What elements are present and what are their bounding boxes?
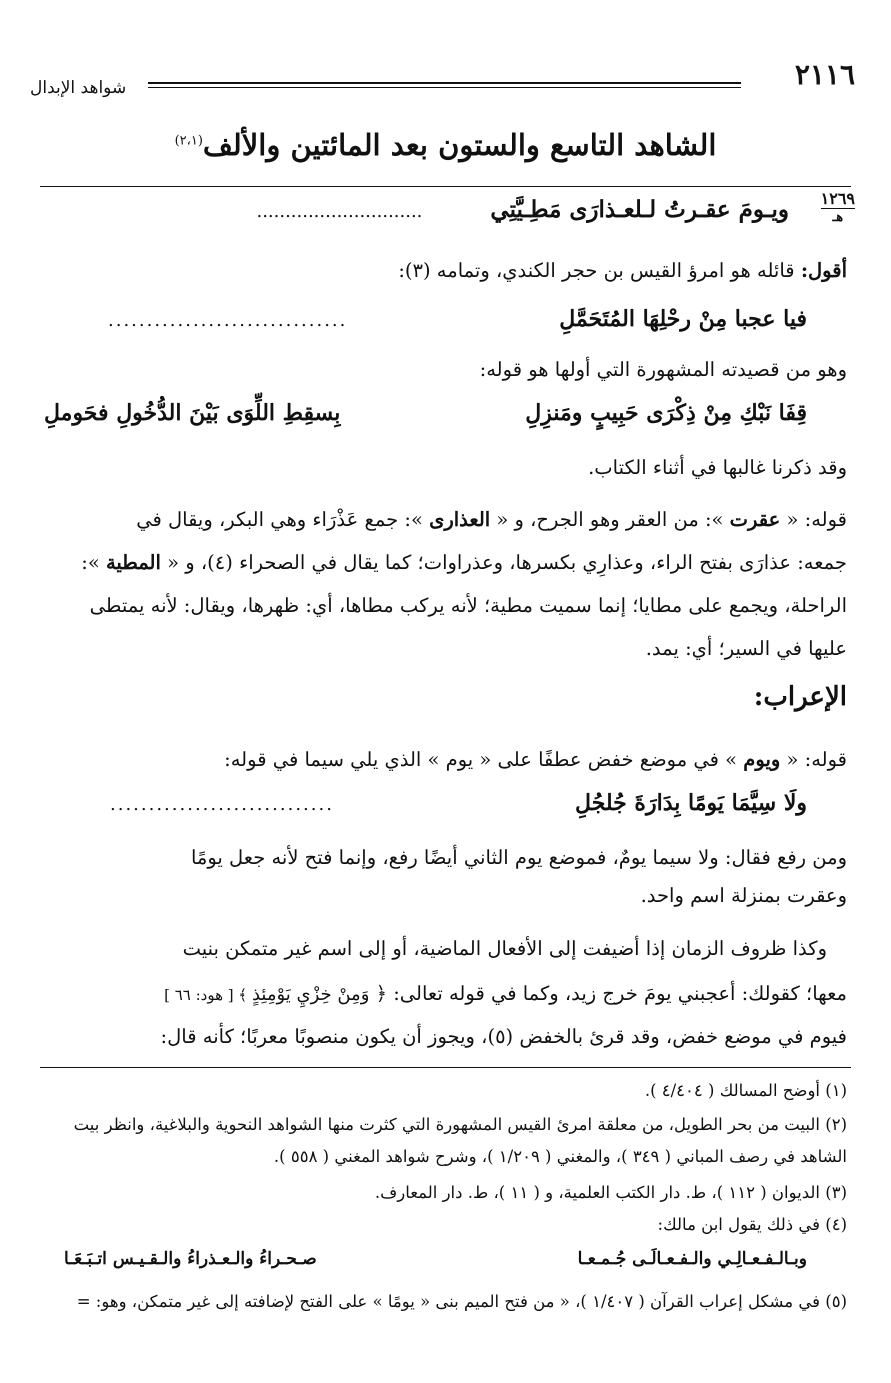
term-aqart: عقرت — [729, 508, 781, 531]
vocab-text-e: »: — [81, 551, 106, 574]
paragraph-qasida: وهو من قصيدته المشهورة التي أولها هو قوله: — [479, 358, 847, 381]
vocab-text-c: »: جمع عَذْرَاء وهي البكر، ويقال في — [136, 508, 430, 531]
quran-quote: وَمِنْ خِزْيِ يَوْمِئِذٍ — [251, 984, 370, 1005]
footnote-4: (٤) في ذلك يقول ابن مالك: — [657, 1215, 847, 1234]
verse-meter-mark: هـ — [832, 210, 844, 225]
verse-number-value: ١٢٦٩ — [820, 189, 855, 208]
verse-number — [820, 189, 855, 225]
term-matiyya: المطية — [105, 551, 161, 574]
poem-line-3: ولَا سِيَّمَا يَومًا بِدَارَةَ جُلجُلِ — [575, 790, 807, 816]
header-rule — [148, 82, 741, 84]
term-adhara: العذارى — [429, 508, 491, 531]
title-rule — [40, 186, 851, 187]
page-title — [60, 128, 831, 162]
irab-text-b: » في موضع خفض عطفًا على « يوم » الذي يلي سيما في قوله: — [224, 748, 744, 771]
vocab-text-d: جمعه: عذارَى بفتح الراء، وعذارِي بكسرها، وعذراوات؛ كما يقال في الصحراء (٤)، و « — [160, 551, 847, 574]
page-number: ٢١١٦ — [794, 58, 855, 91]
vocab-text-a: قوله: « — [780, 508, 847, 531]
paragraph-vocab-4: عليها في السير؛ أي: يمد. — [645, 637, 847, 660]
irab-text-c: معها؛ كقولك: أعجبني يومَ خرج زيد، وكما في قوله تعالى: ﴿ — [369, 982, 847, 1005]
term-wayawm: ويوم — [743, 748, 781, 771]
header-rule-thin — [148, 87, 741, 88]
poem3-dots: ............................. — [110, 794, 334, 815]
verse-line — [256, 196, 789, 223]
footnote-1: (١) أوضح المسالك ( ٤/٤٠٤ ). — [644, 1081, 847, 1100]
poem1-dots: ............................... — [108, 310, 348, 331]
irab-text-a: قوله: « — [780, 748, 847, 771]
poem-line-2-left: بِسقِطِ اللِّوَى بَيْنَ الدُّخُولِ فحَوملِ — [44, 400, 341, 426]
footnote-2-line-1: (٢) البيت من بحر الطويل، من معلقة امرئ القيس المشهورة التي كثرت منها الشواهد النحوية والبلاغية، وانظر بيت — [73, 1115, 847, 1134]
intro-label: أقول: — [800, 259, 847, 282]
footnote-4-poem-right: وبـالـفـعـالِـي والـفـعـالَـى جُـمـعـا — [577, 1249, 807, 1269]
irab-paragraph-3-line-2 — [44, 979, 847, 1010]
poem-line-2-right: قِفَا نَبْكِ مِنْ ذِكْرَى حَبِيبٍ ومَنزِلِ — [525, 400, 807, 426]
paragraph-intro — [44, 256, 847, 285]
footnote-rule — [40, 1067, 851, 1068]
irab-paragraph-3-line-3: فيوم في موضع خفض، وقد قرئ بالخفض (٥)، ويجوز أن يكون منصوبًا معربًا؛ كأنه قال: — [160, 1025, 847, 1048]
irab-paragraph-1 — [44, 745, 847, 774]
poem1-text: فيا عجبا مِنْ رحْلِهَا المُتَحَمَّلِ — [559, 306, 807, 332]
paragraph-mention: وقد ذكرنا غالبها في أثناء الكتاب. — [588, 456, 847, 479]
footnote-2-line-2: الشاهد في رصف المباني ( ٣٤٩ )، والمغني ( ١/٢٠٩ )، وشرح شواهد المغني ( ٥٥٨ ). — [273, 1147, 847, 1166]
intro-text: قائله هو امرؤ القيس بن حجر الكندي، وتمامه (٣): — [398, 259, 795, 282]
footnote-4-poem-left: صـحـراءُ والـعـذراءُ والـقـيـس اتـبَـعَـا — [64, 1249, 317, 1269]
irab-heading: الإعراب: — [753, 682, 847, 712]
section-title: شواهد الإبدال — [30, 78, 127, 98]
verse-text: ويـومَ عقـرتُ لـلعـذارَى مَطِـيَّتِي — [490, 196, 789, 223]
verse-dots: ............................. — [256, 201, 423, 222]
title-footnote-ref: (٢،١) — [174, 133, 203, 149]
poem-line-1 — [559, 306, 807, 332]
irab-paragraph-2-line-1: ومن رفع فقال: ولا سيما يومٌ، فموضع يوم الثاني أيضًا رفع، وإنما فتح لأنه جعل يومًا — [190, 846, 847, 869]
vocab-text-b: »: من العقر وهو الجرح، و « — [490, 508, 730, 531]
footnote-5: (٥) في مشكل إعراب القرآن ( ١/٤٠٧ )، « من فتح الميم بنى « يومًا » على الفتح لإضافته إلى غير متمكن، وهو: = — [76, 1292, 847, 1311]
quran-reference: ﴾ [ هود: ٦٦ ] — [164, 986, 252, 1004]
paragraph-vocab-2 — [44, 548, 847, 577]
title-text: الشاهد التاسع والستون بعد المائتين والألف — [202, 128, 717, 162]
irab-paragraph-2-line-2: وعقرت بمنزلة اسم واحد. — [640, 884, 847, 907]
footnote-3: (٣) الديوان ( ١١٢ )، ط. دار الكتب العلمية، و ( ١١ )، ط. دار المعارف. — [374, 1183, 847, 1202]
irab-paragraph-3-line-1: وكذا ظروف الزمان إذا أضيفت إلى الأفعال الماضية، أو إلى اسم غير متمكن بنيت — [182, 937, 827, 960]
paragraph-vocab-1 — [44, 505, 847, 534]
paragraph-vocab-3: الراحلة، ويجمع على مطايا؛ إنما سميت مطية؛ لأنه يركب مطاها، أي: ظهرها، ويقال: لأنه يمتطى — [89, 594, 847, 617]
